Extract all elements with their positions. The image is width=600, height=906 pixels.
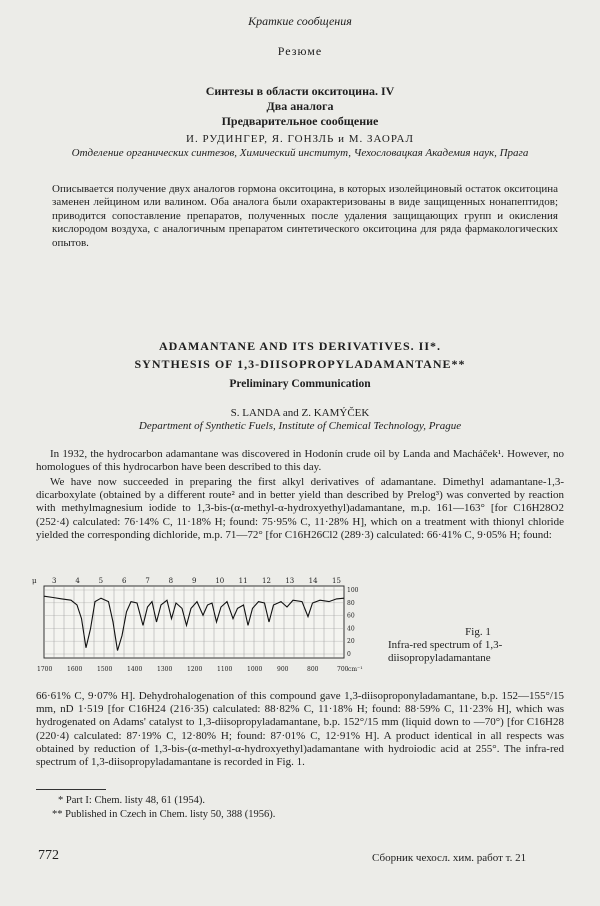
transmittance-tick-label: 60 — [347, 612, 355, 620]
wavenumber-tick-label: 1200 — [187, 666, 203, 673]
micron-tick-label: 13 — [285, 577, 295, 585]
footnote-1: * Part I: Chem. listy 48, 61 (1954). — [58, 795, 205, 806]
ir-spectrum-svg — [30, 574, 380, 674]
english-title-line-1: ADAMANTANE AND ITS DERIVATIVES. II*. — [158, 339, 442, 353]
wavenumber-tick-label: 1500 — [97, 666, 113, 673]
english-affiliation: Department of Synthetic Fuels, Institute of Chemical Technology, Prague — [138, 420, 462, 432]
english-subtitle: Preliminary Communication — [229, 378, 371, 390]
micron-tick-label: 14 — [308, 577, 318, 585]
russian-authors: И. РУДИНГЕР, Я. ГОНЗЛЬ и М. ЗАОРАЛ — [186, 133, 414, 145]
wavenumber-tick-label: 1300 — [157, 666, 173, 673]
russian-affiliation: Отделение органических синтезов, Химический институт, Чехословацкая Академия наук, Прага — [71, 147, 529, 159]
micron-tick-label: 10 — [215, 577, 225, 585]
transmittance-tick-labels — [347, 587, 359, 658]
wavenumber-tick-label: 1600 — [67, 666, 83, 673]
paragraph-3: 66·61% C, 9·07% H]. Dehydrohalogenation of this compound gave 1,3-diisoproponyladamantane, b.p. 152—155°/15 mm, nD 1·519 [for C16H24 (216·35) calculated: 88·82% C, 11·18% H; found: 88·59% C, 11·23% H], which was hydrogenated on Adams' catalyst to 1,3-diisopropyladamantane, b.p. 152°/15 mm (liquid down to —70°) [for C16H28 (220·4) calculated: 87·19% C, 12·80% H; found: 87·01% C, 12·91% H]. A product identical in all respects was obtained by reduction of 1,3-bis-(α-methyl-α-hydroxyethyl)adamantane with hydroiodic acid at 255°. The infra-red spectrum of 1,3-diisopropyladamantane is recorded in Fig. 1. — [36, 690, 564, 769]
micron-tick-label: 11 — [238, 577, 248, 585]
micron-tick-label: 6 — [122, 577, 127, 585]
russian-title-block — [0, 84, 600, 129]
wavenumber-tick-label: 700 — [337, 666, 349, 673]
transmittance-tick-label: 40 — [347, 625, 355, 633]
micron-tick-label: 9 — [192, 577, 197, 585]
micron-tick-label: 12 — [262, 577, 271, 585]
micron-tick-label: 3 — [52, 577, 57, 585]
micron-tick-label: 5 — [98, 577, 104, 585]
russian-summary-body: Описывается получение двух аналогов гормона окситоцина, в которых изолейциновый остаток окситоцина заменен лейцином или валином. Оба аналога были охарактеризованы в виде защищенных нонапептидов; приводится сопоставление препаратов, полученных после удаления защищающих групп и окисления кислородом воздуха, с аналогичным препаратом синтетического окситоцина для ряда фармакологических опытов. — [52, 183, 558, 249]
journal-footer: Сборник чехосл. хим. работ т. 21 — [372, 852, 527, 864]
running-head: Краткие сообщения — [248, 14, 352, 28]
russian-title-line-2: Два аналога — [266, 99, 334, 113]
figure-caption — [388, 626, 568, 665]
russian-title-line-3: Предварительное сообщение — [221, 114, 379, 128]
transmittance-tick-label: 80 — [347, 599, 355, 607]
footnote-2: ** Published in Czech in Chem. listy 50, 388 (1956). — [52, 809, 276, 820]
transmittance-tick-label: 0 — [347, 651, 351, 658]
micron-tick-labels — [52, 577, 341, 585]
wavenumber-unit: cm⁻¹ — [348, 666, 363, 673]
micron-tick-label: 8 — [168, 577, 174, 585]
english-authors: S. LANDA and Z. KAMÝČEK — [230, 407, 370, 419]
wavenumber-tick-labels — [37, 666, 349, 673]
wavenumber-tick-label: 800 — [307, 666, 319, 673]
figure-caption-text: Infra-red spectrum of 1,3-diisopropyladamantane — [388, 639, 503, 664]
transmittance-tick-label: 20 — [347, 638, 355, 646]
wavenumber-tick-label: 1700 — [37, 666, 53, 673]
wavenumber-tick-label: 900 — [277, 666, 289, 673]
russian-title-line-1: Синтезы в области окситоцина. IV — [205, 84, 395, 98]
page-number: 772 — [38, 848, 59, 863]
micron-tick-label: 4 — [75, 577, 80, 585]
ir-spectrum-figure — [30, 574, 380, 674]
paragraph-2: We have now succeeded in preparing the first alkyl derivatives of adamantane. Dimethyl adamantane-1,3-dicarboxylate (obtained by a different route² and in better yield than described by Prelog³) was converted by reaction with methylmagnesium iodide to 1,3-bis-(α-methyl-α-hydroxyethyl)adamantane, m.p. 161—163° [for C16H28O2 (252·4) calculated: 76·14% C, 11·18% H; found: 75·95% C, 11·28% H], which on a treatment with thionyl chloride yielded the corresponding dichloride, m.p. 71—72° [for C16H26Cl2 (289·3) calculated: 66·41% C, 9·05% H; found: — [36, 476, 564, 541]
micron-label: μ — [32, 577, 37, 585]
micron-tick-label: 15 — [332, 577, 341, 585]
english-title-line-2: SYNTHESIS OF 1,3-DIISOPROPYLADAMANTANE** — [134, 357, 466, 371]
figure-caption-title: Fig. 1 — [465, 626, 491, 638]
micron-tick-label: 7 — [145, 577, 150, 585]
paragraph-1: In 1932, the hydrocarbon adamantane was discovered in Hodonín crude oil by Landa and Macháček¹. However, no homologues of this hydrocarbon have been described to this day. — [36, 448, 564, 474]
footnote-rule — [36, 789, 106, 790]
wavenumber-tick-label: 1100 — [217, 666, 233, 673]
wavenumber-tick-label: 1400 — [127, 666, 143, 673]
wavenumber-tick-label: 1000 — [247, 666, 263, 673]
transmittance-tick-label: 100 — [347, 587, 359, 594]
summary-heading: Резюме — [277, 44, 323, 58]
english-title-block — [0, 337, 600, 373]
